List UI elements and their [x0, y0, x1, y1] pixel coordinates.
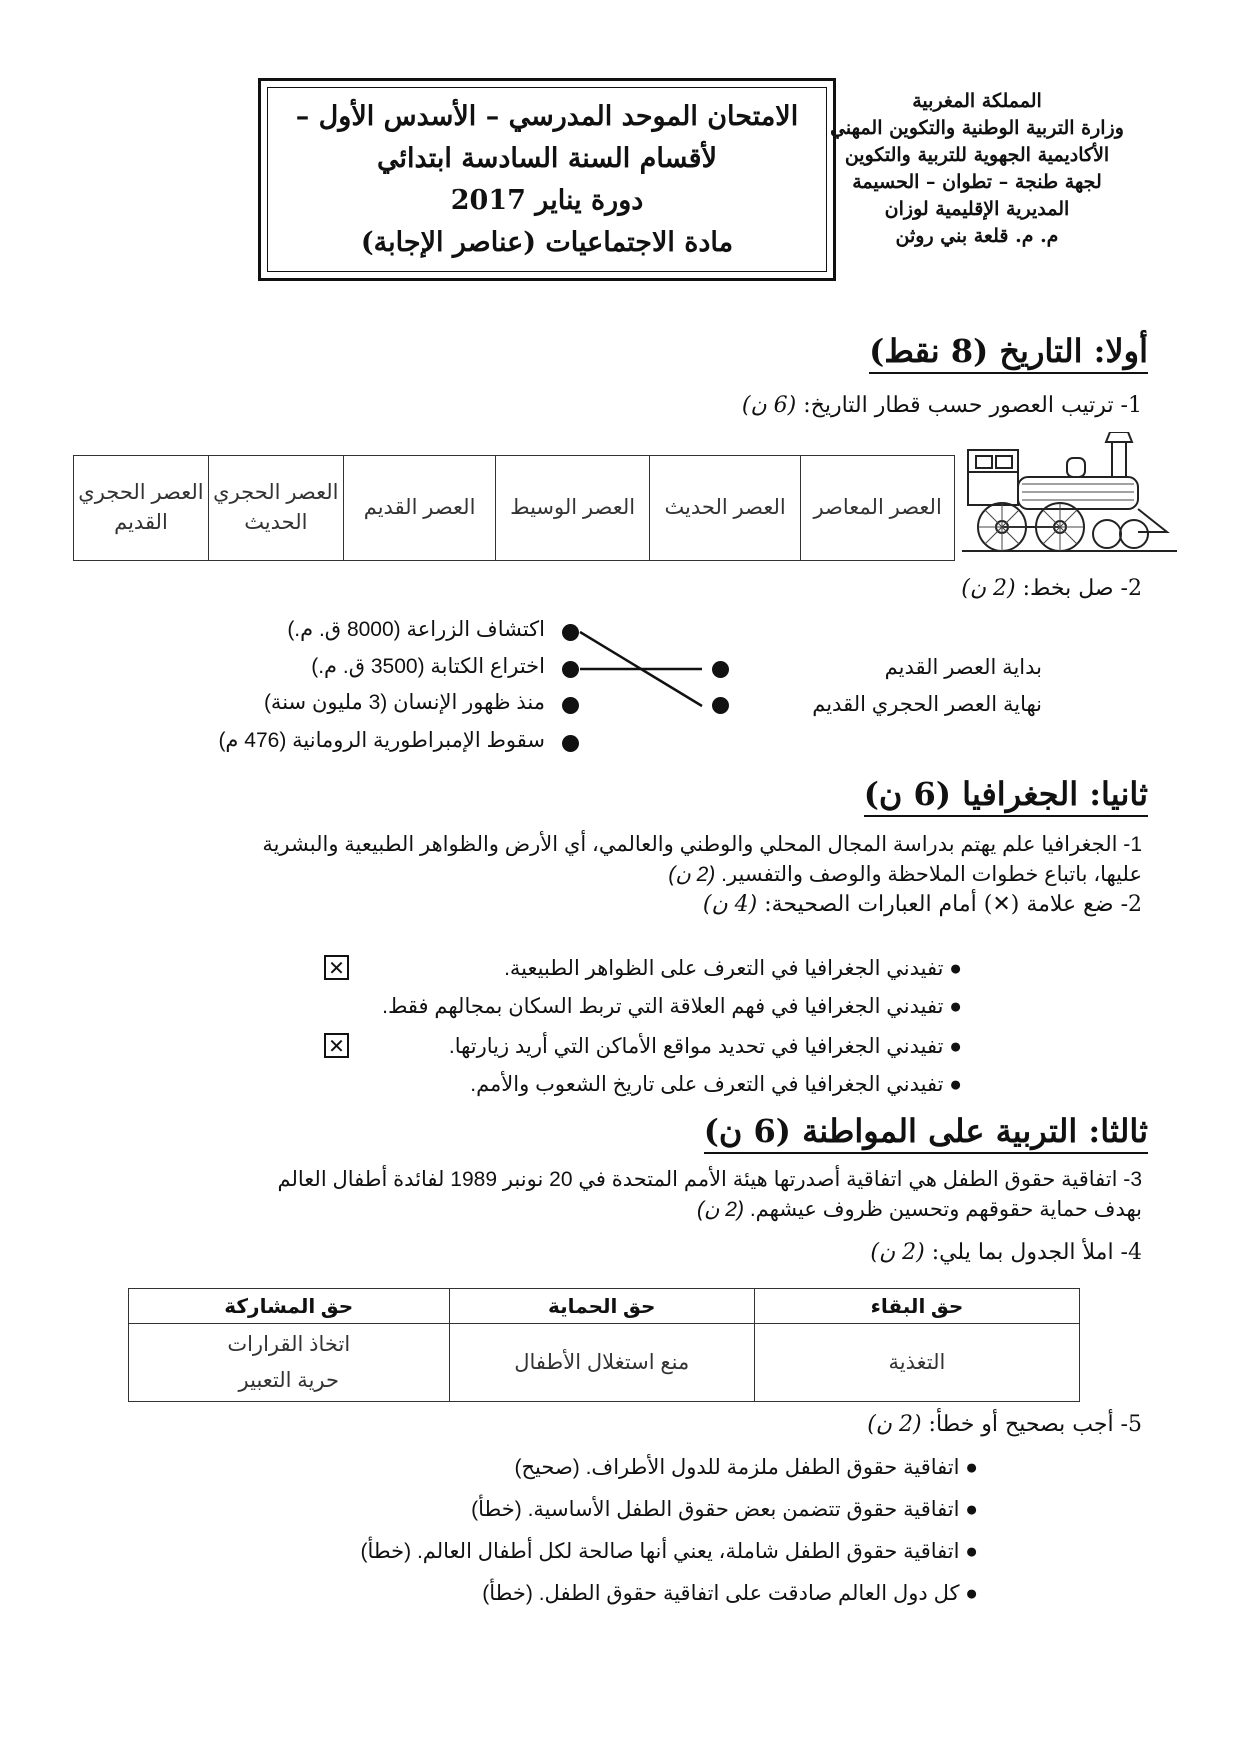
admin-line-kingdom: المملكة المغربية — [912, 90, 1042, 112]
answer-text: اتفاقية حقوق تتضمن بعض حقوق الطفل الأساسية. (خطأ) — [471, 1498, 960, 1521]
answer-text: كل دول العالم صادقت على اتفاقية حقوق الطفل. (خطأ) — [482, 1582, 960, 1605]
era-modern: العصر الحديث — [649, 456, 800, 561]
eras-row — [74, 456, 955, 561]
exam-title-inner — [267, 87, 827, 272]
era-ancient: العصر القديم — [343, 456, 496, 561]
citizenship-q3-line-2-text: بهدف حماية حقوقهم وتحسين ظروف عيشهم. — [749, 1198, 1142, 1221]
match-dot — [562, 697, 579, 714]
history-q2-points: (2 ن) — [961, 576, 1016, 601]
match-right-item: اختراع الكتابة (3500 ق. م.) — [311, 655, 545, 678]
history-q2 — [961, 576, 1142, 601]
geography-section-title: ثانيا: الجغرافيا (6 ن) — [864, 775, 1148, 817]
rights-table — [128, 1288, 1080, 1402]
era-paleolithic: العصر الحجري القديم — [74, 456, 209, 561]
history-q1-text: 1- ترتيب العصور حسب قطار التاريخ: — [803, 393, 1142, 418]
checkbox-checked[interactable]: ✕ — [324, 955, 349, 980]
history-section-title: أولا: التاريخ (8 نقط) — [869, 332, 1148, 374]
citizenship-q5-text: 5- أجب بصحيح أو خطأ: — [928, 1412, 1142, 1437]
citizenship-section-title: ثالثا: التربية على المواطنة (6 ن) — [704, 1112, 1148, 1154]
geography-statement: ● تفيدني الجغرافيا في تحديد مواقع الأماكن التي أريد زيارتها. — [448, 1035, 962, 1058]
match-left-item: بداية العصر القديم — [884, 656, 1042, 679]
match-lines — [560, 620, 720, 720]
true-false-answer: ● اتفاقية حقوق الطفل شاملة، يعني أنها صالحة لكل أطفال العالم. (خطأ) — [360, 1540, 978, 1563]
match-right-item: اكتشاف الزراعة (8000 ق. م.) — [287, 618, 545, 641]
geography-q2-text: 2- ضع علامة (✕) أمام العبارات الصحيحة: — [764, 892, 1142, 917]
match-dot — [562, 624, 579, 641]
geography-q1-line-1: 1- الجغرافيا علم يهتم بدراسة المجال المحلي والوطني والعالمي، أي الأرض والظواهر الطبيعية والبشرية — [262, 833, 1142, 856]
rights-table-header — [129, 1289, 1080, 1324]
checkbox-checked[interactable]: ✕ — [324, 1033, 349, 1058]
geography-statement-text: تفيدني الجغرافيا في تحديد مواقع الأماكن التي أريد زيارتها. — [448, 1035, 944, 1058]
citizenship-q5 — [867, 1412, 1142, 1437]
train-icon — [962, 432, 1182, 557]
geography-statement: ● تفيدني الجغرافيا في التعرف على الظواهر الطبيعية. — [504, 957, 962, 980]
citizenship-q4-points: (2 ن) — [870, 1240, 925, 1265]
citizenship-q3-points: (2 ن) — [697, 1198, 744, 1221]
match-right-item: منذ ظهور الإنسان (3 مليون سنة) — [263, 691, 545, 714]
header-survival-right: حق البقاء — [754, 1289, 1079, 1324]
citizenship-q3 — [132, 1165, 1142, 1225]
history-q2-text: 2- صل بخط: — [1022, 576, 1142, 601]
administration-header — [812, 88, 1142, 250]
geography-q1-points: (2 ن) — [668, 863, 716, 886]
admin-line-region: لجهة طنجة – تطوان – الحسيمة — [852, 171, 1102, 193]
exam-title-line-2: لأقسام السنة السادسة ابتدائي — [377, 142, 717, 174]
exam-title-box — [258, 78, 836, 281]
match-dot — [562, 661, 579, 678]
geography-q2 — [703, 892, 1142, 917]
history-q1-points: (6 ن) — [741, 393, 797, 418]
citizenship-q5-points: (2 ن) — [867, 1412, 922, 1437]
history-q1 — [742, 393, 1142, 418]
true-false-answer: ● اتفاقية حقوق الطفل ملزمة للدول الأطراف. (صحيح) — [514, 1456, 978, 1479]
geography-q1-line-2 — [132, 860, 1142, 890]
header-protection-right: حق الحماية — [449, 1289, 754, 1324]
cell-protection: منع استغلال الأطفال — [449, 1324, 754, 1402]
geography-statement-text: تفيدني الجغرافيا في فهم العلاقة التي تربط السكان بمجالهم فقط. — [382, 995, 944, 1018]
admin-line-directorate: المديرية الإقليمية لوزان — [884, 198, 1070, 220]
admin-line-school: م. م. قلعة بني روثن — [895, 225, 1059, 247]
admin-line-ministry: وزارة التربية الوطنية والتكوين المهني — [830, 117, 1124, 139]
citizenship-q4-text: 4- املأ الجدول بما يلي: — [931, 1240, 1142, 1265]
cell-participation-line-1: اتخاذ القرارات — [227, 1332, 351, 1356]
geography-statement: ● تفيدني الجغرافيا في فهم العلاقة التي تربط السكان بمجالهم فقط. — [382, 995, 962, 1018]
geography-q2-points: (4 ن) — [702, 892, 758, 917]
cell-survival: التغذية — [754, 1324, 1079, 1402]
header-participation-right: حق المشاركة — [129, 1289, 450, 1324]
era-medieval: العصر الوسيط — [496, 456, 650, 561]
eras-table — [73, 455, 955, 561]
geography-statement-text: تفيدني الجغرافيا في التعرف على تاريخ الشعوب والأمم. — [470, 1073, 944, 1096]
cell-participation-line-2: حرية التعبير — [238, 1368, 339, 1392]
citizenship-q3-line-2 — [132, 1195, 1142, 1225]
match-right-item: سقوط الإمبراطورية الرومانية (476 م) — [218, 729, 545, 752]
citizenship-q3-line-1: 3- اتفاقية حقوق الطفل هي اتفاقية أصدرتها هيئة الأمم المتحدة في 20 نونبر 1989 لفائدة أطفال العالم — [277, 1168, 1142, 1191]
geography-statement-text: تفيدني الجغرافيا في التعرف على الظواهر الطبيعية. — [504, 957, 944, 980]
match-left-item: نهاية العصر الحجري القديم — [812, 693, 1042, 716]
era-contemporary: العصر المعاصر — [801, 456, 955, 561]
exam-subject: مادة الاجتماعيات (عناصر الإجابة) — [360, 226, 734, 258]
match-dot — [562, 735, 579, 752]
true-false-answer: ● اتفاقية حقوق تتضمن بعض حقوق الطفل الأساسية. (خطأ) — [471, 1498, 978, 1521]
geography-q1 — [132, 830, 1142, 890]
rights-table-row — [129, 1324, 1080, 1402]
citizenship-q4 — [870, 1240, 1142, 1265]
geography-q1-line-2-text: عليها، باتباع خطوات الملاحظة والوصف والتفسير. — [721, 863, 1142, 886]
true-false-answer: ● كل دول العالم صادقت على اتفاقية حقوق الطفل. (خطأ) — [482, 1582, 978, 1605]
cell-participation — [129, 1324, 450, 1402]
era-neolithic: العصر الحجري الحديث — [208, 456, 343, 561]
exam-session: دورة يناير 2017 — [450, 184, 644, 216]
admin-line-academy: الأكاديمية الجهوية للتربية والتكوين — [844, 144, 1110, 166]
exam-title-line-1: الامتحان الموحد المدرسي – الأسدس الأول – — [295, 100, 799, 132]
answer-text: اتفاقية حقوق الطفل شاملة، يعني أنها صالحة لكل أطفال العالم. (خطأ) — [360, 1540, 960, 1563]
answer-text: اتفاقية حقوق الطفل ملزمة للدول الأطراف. (صحيح) — [514, 1456, 960, 1479]
geography-statement: ● تفيدني الجغرافيا في التعرف على تاريخ الشعوب والأمم. — [470, 1073, 962, 1096]
